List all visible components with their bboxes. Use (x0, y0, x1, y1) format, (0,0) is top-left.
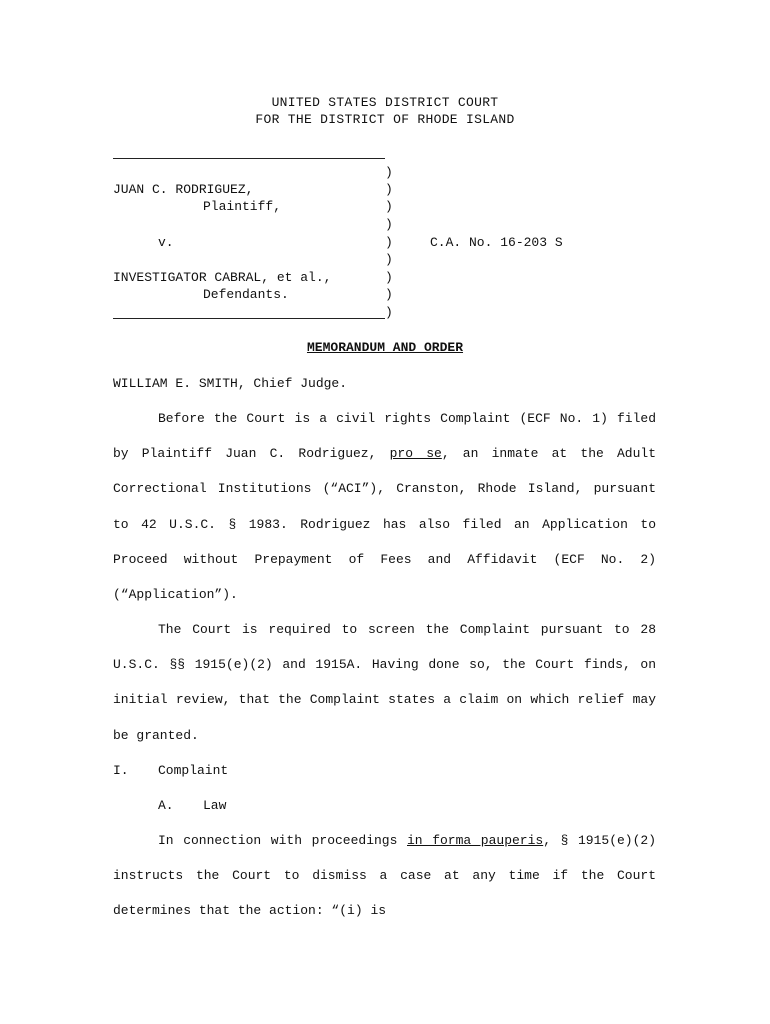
versus: v. (158, 235, 174, 250)
paragraph-1-text-b: , an inmate at the Adult Correctional Institutions (“ACI”), Cranston, Rhode Island, pursuant to 42 U.S.C. § 1983. Rodriguez has also filed an Application to Proceed without Prepayment of Fees and Affidavit (ECF No. 2) (“Application”). (113, 446, 657, 603)
caption-top-rule (113, 158, 385, 159)
paragraph-3-text-b: , § 1915(e)(2) instructs the Court to dismiss a case at any time if the Court determines that the action: “(i) is (113, 833, 656, 919)
caption-paren: ) (385, 252, 393, 267)
caption-paren: ) (385, 270, 393, 285)
paragraph-3 (113, 823, 656, 929)
subsection-a-heading: Law (203, 798, 227, 813)
caption-paren: ) (385, 182, 393, 197)
paragraph-2: The Court is required to screen the Complaint pursuant to 28 U.S.C. §§ 1915(e)(2) and 1915A. Having done so, the Court finds, on initial review, that the Complaint states a claim on which relief may be granted. (113, 622, 656, 743)
in-forma-pauperis-term: in forma pauperis (407, 833, 544, 848)
court-name-line-2: FOR THE DISTRICT OF RHODE ISLAND (255, 112, 515, 127)
plaintiff-role: Plaintiff, (203, 199, 282, 214)
caption-paren: ) (385, 199, 393, 214)
paragraph-3-text-a: In connection with proceedings (158, 833, 407, 848)
paragraph-1 (113, 401, 656, 612)
caption-paren: ) (385, 305, 393, 320)
paragraph-1-text-a: Before the Court is a civil rights Complaint (ECF No. 1) filed by Plaintiff Juan C. Rodriguez, (113, 411, 656, 462)
caption-paren: ) (385, 287, 393, 302)
defendant-name: INVESTIGATOR CABRAL, et al., (113, 270, 332, 285)
section-1-number: I. (113, 763, 129, 778)
caption-bottom-rule (113, 318, 385, 319)
judge-line: WILLIAM E. SMITH, Chief Judge. (113, 376, 348, 391)
case-number: C.A. No. 16-203 S (430, 235, 563, 250)
caption-paren: ) (385, 217, 393, 232)
subsection-a-letter: A. (158, 798, 174, 813)
section-1-heading: Complaint (158, 763, 229, 778)
caption-paren: ) (385, 235, 393, 250)
defendant-role: Defendants. (203, 287, 289, 302)
caption-paren: ) (385, 165, 393, 180)
document-title: MEMORANDUM AND ORDER (306, 340, 464, 355)
plaintiff-name: JUAN C. RODRIGUEZ, (113, 182, 254, 197)
pro-se-term: pro se (389, 446, 442, 462)
court-name-line-1: UNITED STATES DISTRICT COURT (271, 95, 499, 110)
